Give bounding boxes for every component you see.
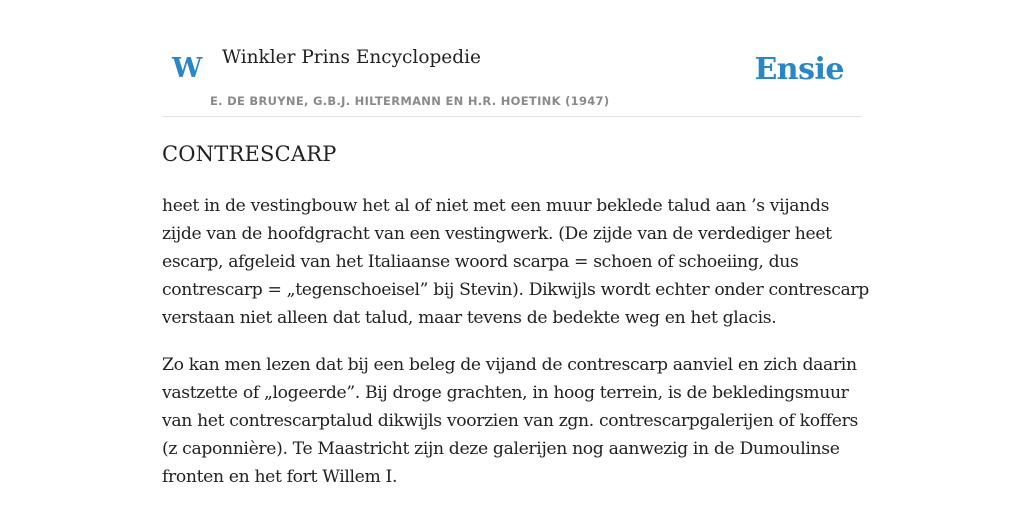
- paragraph-line: escarp, afgeleid van het Italiaanse woord scarpa = schoen of schoeiing, dus: [162, 252, 799, 272]
- article-paragraph: [162, 192, 869, 332]
- paragraph-line: van het contrescarptalud dikwijls voorzien van zgn. contrescarpgalerijen of koffers: [162, 411, 858, 431]
- ensie-brand-logo[interactable]: Ensie: [754, 52, 844, 87]
- paragraph-line: verstaan niet alleen dat talud, maar tevens de bedekte weg en het glacis.: [162, 308, 777, 328]
- paragraph-line: contrescarp = „tegenschoeisel” bij Stevin). Dikwijls wordt echter onder contrescarp: [162, 280, 869, 300]
- publication-title[interactable]: Winkler Prins Encyclopedie: [222, 47, 481, 68]
- paragraph-line: heet in de vestingbouw het al of niet met een muur beklede talud aan ’s vijands: [162, 196, 830, 216]
- paragraph-line: Zo kan men lezen dat bij een beleg de vijand de contrescarp aanviel en zich daarin: [162, 355, 857, 375]
- article-body: [162, 138, 869, 510]
- paragraph-line: (z caponnière). Te Maastricht zijn deze galerijen nog aanwezig in de Dumoulinse: [162, 439, 840, 459]
- publication-authors: E. DE BRUYNE, G.B.J. HILTERMANN EN H.R. HOETINK (1947): [210, 94, 610, 108]
- winkler-prins-logo[interactable]: W: [172, 53, 203, 84]
- article-paragraph: [162, 351, 866, 491]
- paragraph-line: fronten en het fort Willem I.: [162, 467, 398, 487]
- paragraph-line: zijde van de hoofdgracht van een vestingwerk. (De zijde van de verdediger heet: [162, 224, 832, 244]
- article-headword: CONTRESCARP: [162, 142, 337, 166]
- paragraph-line: vastzette of „logeerde”. Bij droge grachten, in hoog terrein, is de bekledingsmuur: [162, 383, 849, 403]
- site-header: [162, 0, 862, 117]
